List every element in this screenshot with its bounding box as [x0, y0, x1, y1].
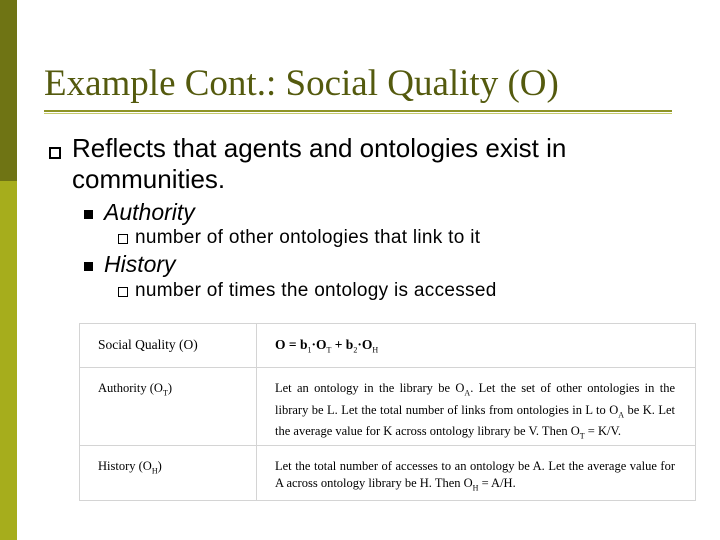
- accent-bar-bottom: [0, 181, 17, 540]
- table-row: [80, 368, 696, 446]
- row2-label: Authority $(O_T)$: [98, 381, 172, 398]
- table-cell: [80, 368, 257, 446]
- bullet-box-small-icon: [118, 234, 128, 244]
- bullet-square-icon: [84, 262, 93, 271]
- table-cell: [257, 445, 696, 500]
- title-underline-shadow: [44, 113, 672, 114]
- bullet-box-icon: [49, 147, 61, 159]
- table-cell: [257, 368, 696, 446]
- table-row: [80, 324, 696, 368]
- authority-label: Authority: [104, 199, 195, 225]
- slide-title: Example Cont.: Social Quality (O): [44, 63, 559, 104]
- row3-definition: Let the total number of accesses to an ontology be A. Let the average value for A across ontology library be H. Then $O_H = A/H$.: [275, 458, 675, 492]
- social-quality-table: [79, 323, 696, 501]
- row2-definition: Let an ontology in the library be $O_A$. Let the set of other ontologies in the library be L. Let the total number of links from ontologies in L to $O_A$ be K. Let the average value for K across ontology library be V. Then $O_T = K/V$.: [275, 381, 676, 441]
- bullet-main-text: Reflects that agents and ontologies exist in communities.: [72, 133, 567, 194]
- row1-label: Social Quality (O): [98, 337, 198, 352]
- title-underline: [44, 110, 672, 112]
- table-cell: [80, 445, 257, 500]
- history-label: History: [104, 251, 176, 277]
- table-cell: [257, 324, 696, 368]
- table-cell: [80, 324, 257, 368]
- table-row: [80, 445, 696, 500]
- accent-bar-top: [0, 0, 17, 181]
- row3-label: History $(O_H)$: [98, 458, 162, 475]
- bullet-box-small-icon: [118, 287, 128, 297]
- history-detail: number of times the ontology is accessed: [135, 280, 497, 301]
- row1-formula: $O = b_1\cdot O_T + b_2\cdot O_H$: [275, 337, 379, 355]
- authority-detail: number of other ontologies that link to it: [135, 227, 481, 248]
- bullet-square-icon: [84, 210, 93, 219]
